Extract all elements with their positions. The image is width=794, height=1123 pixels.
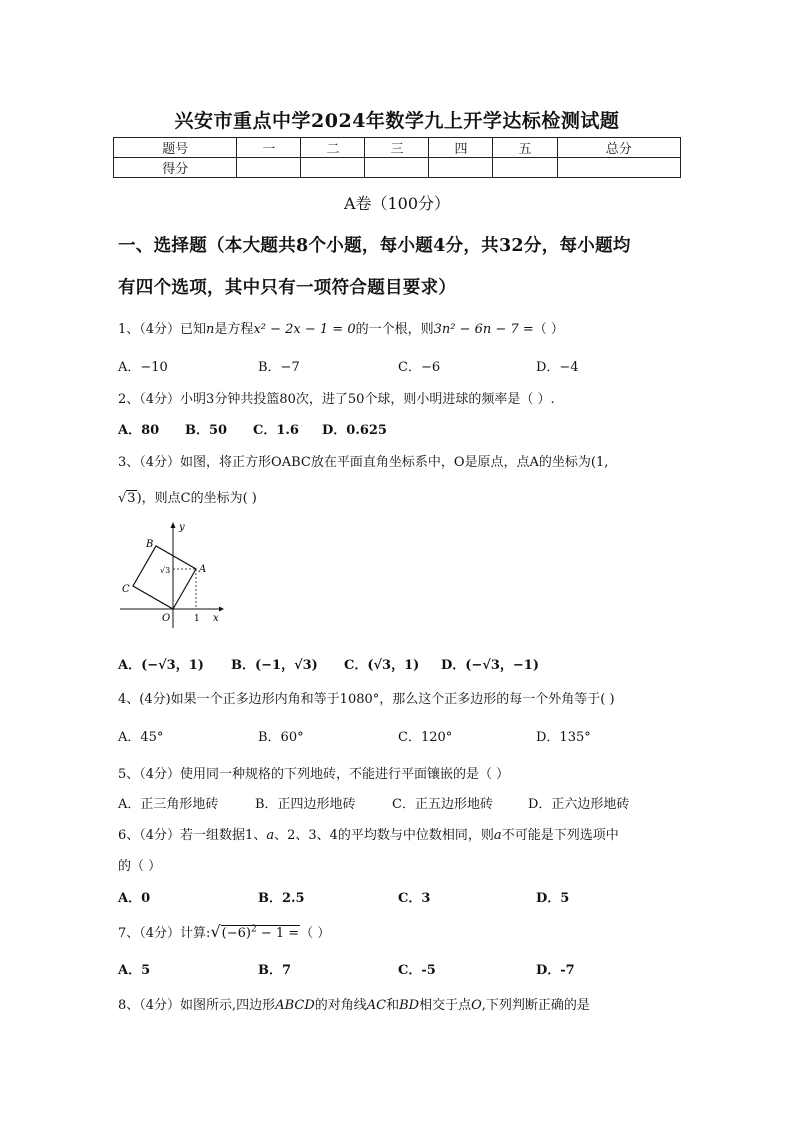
q3-option-c: C．(√3，1) (344, 658, 420, 673)
label-o: O (162, 613, 171, 624)
question-3-line2: √3)，则点C的坐标为( ) (118, 491, 257, 506)
q4-option-d: D．135° (536, 730, 591, 745)
score-cell (429, 158, 493, 178)
question-6-line2: 的（ ） (118, 859, 162, 874)
label-x: x (213, 613, 219, 624)
table-cell: 一 (237, 138, 301, 158)
label-b: B (146, 539, 154, 550)
q4-option-c: C．120° (398, 730, 453, 745)
page-title: 兴安市重点中学2024年数学九上开学达标检测试题 (174, 110, 620, 132)
q6-option-c: C．3 (398, 891, 431, 906)
y-axis-arrow (171, 522, 176, 528)
q3-option-d: D．(−√3，−1) (441, 658, 539, 673)
question-1: 1、（4分）已知n是方程x² − 2x − 1 = 0的一个根，则3n² − 6n − 7 =（ ） (118, 322, 564, 337)
q7-option-c: C．-5 (398, 963, 436, 978)
table-cell: 四 (429, 138, 493, 158)
table-cell: 二 (301, 138, 365, 158)
question-4: 4、(4分)如果一个正多边形内角和等于1080°，那么这个正多边形的每一个外角等于( ) (118, 692, 615, 707)
question-3-line1: 3、（4分）如图，将正方形OABC放在平面直角坐标系中，O是原点，点A的坐标为(1, (118, 455, 609, 470)
q3-option-b: B．(−1，√3) (231, 658, 318, 673)
score-cell (365, 158, 429, 178)
q3-option-a: A．(−√3，1) (118, 658, 204, 673)
q2-option-a: A．80 (118, 423, 160, 438)
table-cell: 题号 (114, 138, 237, 158)
question-8: 8、（4分）如图所示,四边形ABCD的对角线AC和BD相交于点O,下列判断正确的是 (118, 998, 590, 1013)
table-cell: 五 (493, 138, 557, 158)
square-oabc (133, 546, 196, 609)
q7-option-a: A．5 (118, 963, 151, 978)
q7-option-d: D．-7 (536, 963, 575, 978)
q6-option-d: D．5 (536, 891, 570, 906)
question-2: 2、（4分）小明3分钟共投篮80次，进了50个球，则小明进球的频率是（ ）. (118, 392, 555, 407)
q5-option-d: D．正六边形地砖 (528, 797, 630, 812)
section-heading-line1: 一、选择题（本大题共8个小题，每小题4分，共32分，每小题均 (118, 236, 631, 256)
q1-option-c: C．−6 (398, 360, 441, 375)
section-heading-line2: 有四个选项，其中只有一项符合题目要求） (118, 278, 457, 298)
q1-option-a: A．−10 (118, 360, 168, 375)
score-table (113, 137, 681, 178)
score-table-header-row (114, 138, 681, 158)
q1-option-b: B．−7 (258, 360, 300, 375)
q6-option-b: B．2.5 (258, 891, 305, 906)
score-cell (301, 158, 365, 178)
label-a: A (199, 564, 207, 575)
label-root3: √3 (160, 566, 171, 575)
q4-option-a: A．45° (118, 730, 164, 745)
score-cell (237, 158, 301, 178)
q5-option-c: C．正五边形地砖 (392, 797, 493, 812)
score-cell (493, 158, 557, 178)
q2-option-d: D．0.625 (322, 423, 387, 438)
q7-option-b: B．7 (258, 963, 292, 978)
q4-option-b: B．60° (258, 730, 304, 745)
question-5: 5、（4分）使用同一种规格的下列地砖，不能进行平面镶嵌的是（ ） (118, 767, 510, 782)
q6-option-a: A．0 (118, 891, 151, 906)
question-7: 7、（4分）计算$:√(-6)^2 - 1$ =（ ） (118, 922, 331, 941)
q5-option-a: A．正三角形地砖 (118, 797, 219, 812)
question-6-line1: 6、（4分）若一组数据1、a、2、3、4的平均数与中位数相同，则a不可能是下列选项中 (118, 828, 619, 843)
table-cell: 得分 (114, 158, 237, 178)
label-one: 1 (194, 614, 200, 624)
label-c: C (122, 584, 130, 595)
table-cell: 三 (365, 138, 429, 158)
score-table-score-row (114, 158, 681, 178)
q1-option-d: D．−4 (536, 360, 579, 375)
q2-option-c: C．1.6 (253, 423, 299, 438)
table-cell: 总分 (557, 138, 681, 158)
part-title: A卷（100分） (343, 194, 451, 213)
x-axis-arrow (219, 607, 224, 612)
q2-option-b: B．50 (185, 423, 228, 438)
label-y: y (179, 522, 185, 533)
q5-option-b: B．正四边形地砖 (255, 797, 356, 812)
q3-figure (115, 520, 225, 630)
score-cell (557, 158, 681, 178)
